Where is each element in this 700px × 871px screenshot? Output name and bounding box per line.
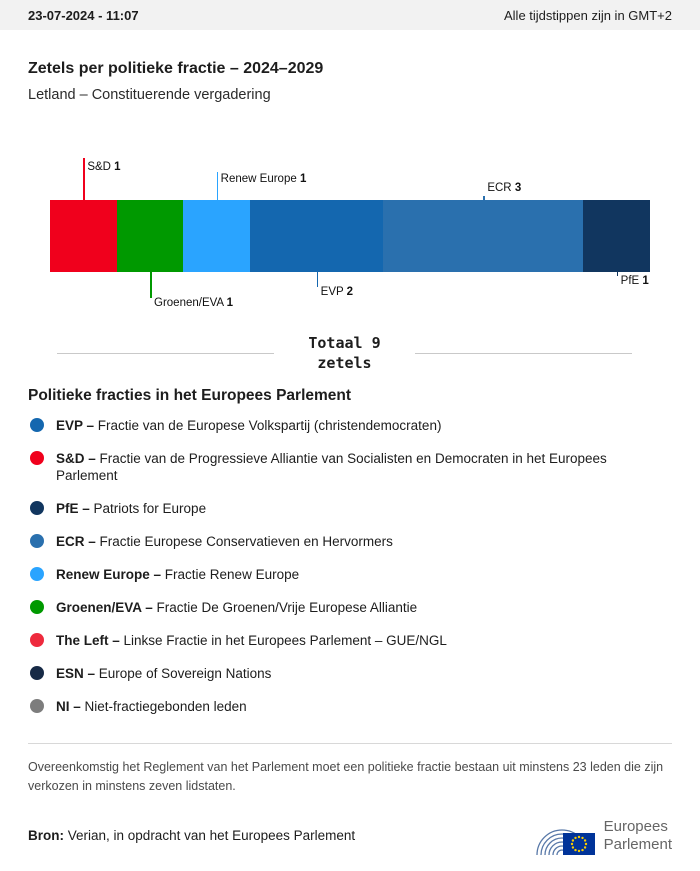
page-title: Zetels per politieke fractie – 2024–2029 <box>28 60 324 77</box>
bar-segment-ecr[interactable] <box>383 200 583 272</box>
seat-label-evp: EVP 2 <box>320 286 354 298</box>
callout-line <box>617 272 619 276</box>
seat-label-ecr: ECR 3 <box>487 182 522 194</box>
source-line <box>28 828 355 843</box>
bar-segment-evp[interactable] <box>250 200 383 272</box>
legend-item-text: NI – Niet-fractiegebonden leden <box>56 699 247 714</box>
ep-hemicycle-logo-icon <box>533 813 595 859</box>
fraction-color-dot <box>30 534 44 548</box>
callout-line <box>150 272 152 298</box>
fraction-color-dot <box>30 699 44 713</box>
fraction-color-dot <box>30 666 44 680</box>
seat-label-pfe: PfE 1 <box>620 275 649 287</box>
bar-segment-reneweurope[interactable] <box>183 200 250 272</box>
legend-item-reneweurope <box>28 558 672 591</box>
fraction-color-dot <box>30 451 44 465</box>
ep-logo-line2: Parlement <box>603 835 672 853</box>
legend-item-ecr <box>28 525 672 558</box>
footnote: Overeenkomstig het Reglement van het Parlement moet een politieke fractie bestaan uit minstens 23 leden die zijn verkozen in minstens zeven lidstaten. <box>28 760 664 794</box>
stacked-bar <box>50 200 650 272</box>
source-label: Bron: <box>28 828 64 844</box>
callout-line <box>83 158 85 200</box>
seat-label-sd: S&D 1 <box>87 161 121 173</box>
legend-item-ni <box>28 690 672 723</box>
bar-segment-sd[interactable] <box>50 200 117 272</box>
total-seats-label <box>274 333 414 373</box>
legend-item-text: The Left – Linkse Fractie in het Europees Parlement – GUE/NGL <box>56 633 447 648</box>
legend-list <box>28 409 672 723</box>
divider-line-right <box>415 353 632 354</box>
bar-segment-groeneneva[interactable] <box>117 200 184 272</box>
callout-line <box>483 196 485 200</box>
ep-logo-group <box>533 813 672 859</box>
legend-heading: Politieke fracties in het Europees Parlement <box>28 387 352 404</box>
fraction-color-dot <box>30 633 44 647</box>
legend-item-text: EVP – Fractie van de Europese Volkspartij (christendemocraten) <box>56 418 442 433</box>
total-line1: Totaal 9 <box>308 334 381 352</box>
footnote-divider <box>28 743 672 744</box>
fraction-color-dot <box>30 418 44 432</box>
legend-item-text: PfE – Patriots for Europe <box>56 501 207 516</box>
legend-item-text: ECR – Fractie Europese Conservatieven en Hervormers <box>56 534 393 549</box>
page-subtitle: Letland – Constituerende vergadering <box>28 87 271 103</box>
seat-label-groeneneva: Groenen/EVA 1 <box>154 297 234 309</box>
callout-line <box>317 272 319 287</box>
legend-item-theleft <box>28 624 672 657</box>
topbar-datetime: 23-07-2024 - 11:07 <box>28 7 139 23</box>
legend-item-groeneneva <box>28 591 672 624</box>
topbar <box>0 0 700 30</box>
total-line2: zetels <box>317 354 372 372</box>
legend-item-text: S&D – Fractie van de Progressieve Alliantie van Socialisten en Democraten in het Europees Parlement <box>56 451 607 483</box>
total-row <box>57 333 632 373</box>
ep-logo-text <box>604 818 672 854</box>
callout-line <box>217 172 219 200</box>
legend-item-text: ESN – Europe of Sovereign Nations <box>56 666 272 681</box>
bar-segment-pfe[interactable] <box>583 200 650 272</box>
fraction-color-dot <box>30 501 44 515</box>
legend-item-sd <box>28 442 672 492</box>
source-text: Verian, in opdracht van het Europees Parlement <box>64 828 356 844</box>
legend-item-text: Renew Europe – Fractie Renew Europe <box>56 567 300 582</box>
ep-logo-line1: Europees <box>603 817 668 835</box>
legend-item-esn <box>28 657 672 690</box>
topbar-timezone-note: Alle tijdstippen zijn in GMT+2 <box>504 7 672 23</box>
legend-item-evp <box>28 409 672 442</box>
bottom-row <box>28 813 672 867</box>
divider-line-left <box>57 353 274 354</box>
seat-label-reneweurope: Renew Europe 1 <box>220 173 307 185</box>
seat-chart <box>0 148 700 313</box>
fraction-color-dot <box>30 567 44 581</box>
legend-item-pfe <box>28 492 672 525</box>
legend-item-text: Groenen/EVA – Fractie De Groenen/Vrije Europese Alliantie <box>56 600 418 615</box>
fraction-color-dot <box>30 600 44 614</box>
eu-flag-icon <box>563 833 595 855</box>
